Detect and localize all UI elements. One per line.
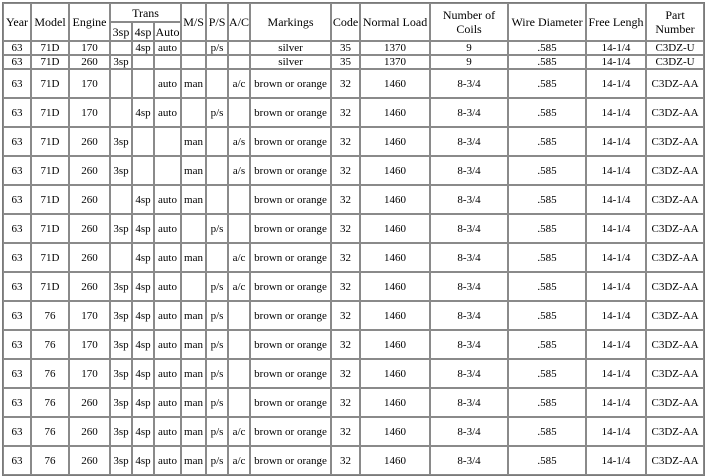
col-header-trans-auto: Auto: [154, 22, 181, 41]
trans-3sp-cell: 3sp: [110, 446, 132, 475]
trans-auto-cell: auto: [154, 185, 181, 214]
col-header-wire-diameter: Wire Diameter: [508, 3, 586, 41]
normal-load-cell: 1370: [360, 41, 430, 55]
ac-cell: [228, 41, 250, 55]
normal-load-cell: 1460: [360, 156, 430, 185]
part-number-cell: C3DZ-AA: [646, 185, 704, 214]
engine-cell: 170: [69, 359, 110, 388]
ps-cell: p/s: [206, 417, 228, 446]
trans-3sp-cell: [110, 243, 132, 272]
trans-auto-cell: auto: [154, 69, 181, 98]
engine-cell: 260: [69, 388, 110, 417]
model-cell: 76: [31, 446, 69, 475]
trans-4sp-cell: 4sp: [132, 359, 154, 388]
part-number-cell: C3DZ-AA: [646, 98, 704, 127]
ac-cell: a/c: [228, 417, 250, 446]
year-cell: 63: [3, 156, 31, 185]
engine-cell: 260: [69, 243, 110, 272]
model-cell: 71D: [31, 185, 69, 214]
coils-cell: 9: [430, 55, 508, 69]
ms-cell: [181, 214, 206, 243]
markings-cell: brown or orange: [250, 417, 331, 446]
trans-4sp-cell: 4sp: [132, 214, 154, 243]
trans-4sp-cell: 4sp: [132, 41, 154, 55]
trans-4sp-cell: 4sp: [132, 417, 154, 446]
table-header: [3, 3, 704, 41]
engine-cell: 170: [69, 330, 110, 359]
free-length-cell: 14-1/4: [586, 388, 646, 417]
trans-auto-cell: auto: [154, 388, 181, 417]
table-row: [3, 185, 704, 214]
table-row: [3, 359, 704, 388]
ps-cell: [206, 69, 228, 98]
part-number-cell: C3DZ-AA: [646, 359, 704, 388]
ps-cell: [206, 127, 228, 156]
table-row: [3, 127, 704, 156]
ps-cell: [206, 55, 228, 69]
trans-auto-cell: auto: [154, 98, 181, 127]
ac-cell: a/c: [228, 243, 250, 272]
model-cell: 71D: [31, 272, 69, 301]
model-cell: 71D: [31, 243, 69, 272]
free-length-cell: 14-1/4: [586, 272, 646, 301]
trans-3sp-cell: 3sp: [110, 272, 132, 301]
coils-cell: 8-3/4: [430, 127, 508, 156]
table-row: [3, 388, 704, 417]
wire-diameter-cell: .585: [508, 41, 586, 55]
markings-cell: brown or orange: [250, 446, 331, 475]
col-header-part-number: Part Number: [646, 3, 704, 41]
wire-diameter-cell: .585: [508, 388, 586, 417]
part-number-cell: C3DZ-AA: [646, 214, 704, 243]
table-row: [3, 69, 704, 98]
engine-cell: 170: [69, 41, 110, 55]
free-length-cell: 14-1/4: [586, 301, 646, 330]
col-header-free-length: Free Lengh: [586, 3, 646, 41]
col-header-ps: P/S: [206, 3, 228, 41]
coils-cell: 8-3/4: [430, 388, 508, 417]
trans-auto-cell: auto: [154, 41, 181, 55]
trans-4sp-cell: 4sp: [132, 243, 154, 272]
ms-cell: man: [181, 388, 206, 417]
markings-cell: silver: [250, 55, 331, 69]
markings-cell: brown or orange: [250, 359, 331, 388]
year-cell: 63: [3, 98, 31, 127]
coils-cell: 8-3/4: [430, 243, 508, 272]
ps-cell: p/s: [206, 446, 228, 475]
ms-cell: man: [181, 301, 206, 330]
trans-3sp-cell: 3sp: [110, 55, 132, 69]
coils-cell: 8-3/4: [430, 156, 508, 185]
col-header-trans-3sp: 3sp: [110, 22, 132, 41]
code-cell: 35: [331, 55, 360, 69]
col-header-ms: M/S: [181, 3, 206, 41]
part-number-cell: C3DZ-AA: [646, 272, 704, 301]
engine-cell: 260: [69, 127, 110, 156]
coils-cell: 8-3/4: [430, 301, 508, 330]
col-header-number-of-coils: Number of Coils: [430, 3, 508, 41]
ps-cell: p/s: [206, 359, 228, 388]
wire-diameter-cell: .585: [508, 69, 586, 98]
trans-3sp-cell: 3sp: [110, 330, 132, 359]
wire-diameter-cell: .585: [508, 127, 586, 156]
coils-cell: 8-3/4: [430, 359, 508, 388]
table-row: [3, 272, 704, 301]
trans-3sp-cell: [110, 98, 132, 127]
free-length-cell: 14-1/4: [586, 41, 646, 55]
ms-cell: [181, 98, 206, 127]
trans-auto-cell: [154, 156, 181, 185]
ms-cell: man: [181, 359, 206, 388]
normal-load-cell: 1460: [360, 98, 430, 127]
table-row: [3, 417, 704, 446]
wire-diameter-cell: .585: [508, 446, 586, 475]
markings-cell: brown or orange: [250, 388, 331, 417]
col-header-code: Code: [331, 3, 360, 41]
ps-cell: [206, 243, 228, 272]
free-length-cell: 14-1/4: [586, 214, 646, 243]
normal-load-cell: 1460: [360, 301, 430, 330]
trans-auto-cell: [154, 55, 181, 69]
col-header-trans-4sp: 4sp: [132, 22, 154, 41]
year-cell: 63: [3, 127, 31, 156]
markings-cell: brown or orange: [250, 272, 331, 301]
coils-cell: 9: [430, 41, 508, 55]
part-number-cell: C3DZ-AA: [646, 417, 704, 446]
trans-3sp-cell: 3sp: [110, 417, 132, 446]
free-length-cell: 14-1/4: [586, 98, 646, 127]
year-cell: 63: [3, 272, 31, 301]
ac-cell: [228, 388, 250, 417]
trans-3sp-cell: 3sp: [110, 214, 132, 243]
coils-cell: 8-3/4: [430, 446, 508, 475]
trans-4sp-cell: 4sp: [132, 301, 154, 330]
trans-4sp-cell: [132, 55, 154, 69]
wire-diameter-cell: .585: [508, 156, 586, 185]
markings-cell: brown or orange: [250, 156, 331, 185]
ps-cell: p/s: [206, 214, 228, 243]
ms-cell: [181, 272, 206, 301]
part-number-cell: C3DZ-AA: [646, 127, 704, 156]
free-length-cell: 14-1/4: [586, 69, 646, 98]
ms-cell: man: [181, 417, 206, 446]
markings-cell: brown or orange: [250, 185, 331, 214]
table-body: [3, 41, 704, 475]
year-cell: 63: [3, 41, 31, 55]
year-cell: 63: [3, 55, 31, 69]
engine-cell: 260: [69, 446, 110, 475]
ac-cell: [228, 330, 250, 359]
normal-load-cell: 1460: [360, 214, 430, 243]
trans-4sp-cell: 4sp: [132, 185, 154, 214]
normal-load-cell: 1460: [360, 185, 430, 214]
part-number-cell: C3DZ-AA: [646, 330, 704, 359]
normal-load-cell: 1460: [360, 417, 430, 446]
code-cell: 32: [331, 446, 360, 475]
code-cell: 32: [331, 417, 360, 446]
free-length-cell: 14-1/4: [586, 243, 646, 272]
trans-3sp-cell: [110, 41, 132, 55]
markings-cell: silver: [250, 41, 331, 55]
trans-auto-cell: auto: [154, 359, 181, 388]
year-cell: 63: [3, 417, 31, 446]
free-length-cell: 14-1/4: [586, 127, 646, 156]
wire-diameter-cell: .585: [508, 272, 586, 301]
trans-4sp-cell: [132, 127, 154, 156]
ac-cell: a/s: [228, 127, 250, 156]
free-length-cell: 14-1/4: [586, 55, 646, 69]
coils-cell: 8-3/4: [430, 69, 508, 98]
engine-cell: 170: [69, 301, 110, 330]
markings-cell: brown or orange: [250, 127, 331, 156]
ac-cell: [228, 359, 250, 388]
normal-load-cell: 1370: [360, 55, 430, 69]
ms-cell: man: [181, 243, 206, 272]
part-number-cell: C3DZ-AA: [646, 69, 704, 98]
engine-cell: 260: [69, 55, 110, 69]
part-number-cell: C3DZ-U: [646, 41, 704, 55]
coils-cell: 8-3/4: [430, 272, 508, 301]
ps-cell: [206, 156, 228, 185]
table-row: [3, 243, 704, 272]
coils-cell: 8-3/4: [430, 417, 508, 446]
wire-diameter-cell: .585: [508, 214, 586, 243]
code-cell: 32: [331, 156, 360, 185]
code-cell: 32: [331, 359, 360, 388]
trans-3sp-cell: 3sp: [110, 388, 132, 417]
free-length-cell: 14-1/4: [586, 446, 646, 475]
year-cell: 63: [3, 69, 31, 98]
col-header-normal-load: Normal Load: [360, 3, 430, 41]
normal-load-cell: 1460: [360, 388, 430, 417]
year-cell: 63: [3, 446, 31, 475]
part-number-cell: C3DZ-AA: [646, 301, 704, 330]
markings-cell: brown or orange: [250, 243, 331, 272]
engine-cell: 260: [69, 156, 110, 185]
code-cell: 35: [331, 41, 360, 55]
engine-cell: 170: [69, 98, 110, 127]
model-cell: 71D: [31, 41, 69, 55]
col-header-trans: Trans: [110, 3, 181, 22]
code-cell: 32: [331, 243, 360, 272]
part-number-cell: C3DZ-U: [646, 55, 704, 69]
year-cell: 63: [3, 185, 31, 214]
wire-diameter-cell: .585: [508, 417, 586, 446]
year-cell: 63: [3, 243, 31, 272]
ac-cell: [228, 185, 250, 214]
trans-4sp-cell: 4sp: [132, 446, 154, 475]
ac-cell: a/c: [228, 69, 250, 98]
free-length-cell: 14-1/4: [586, 417, 646, 446]
ps-cell: p/s: [206, 272, 228, 301]
code-cell: 32: [331, 272, 360, 301]
trans-auto-cell: auto: [154, 272, 181, 301]
ac-cell: [228, 98, 250, 127]
ms-cell: man: [181, 127, 206, 156]
trans-4sp-cell: 4sp: [132, 330, 154, 359]
year-cell: 63: [3, 330, 31, 359]
ac-cell: a/c: [228, 446, 250, 475]
model-cell: 76: [31, 359, 69, 388]
trans-3sp-cell: [110, 185, 132, 214]
engine-cell: 260: [69, 185, 110, 214]
code-cell: 32: [331, 330, 360, 359]
ac-cell: [228, 55, 250, 69]
normal-load-cell: 1460: [360, 69, 430, 98]
ms-cell: [181, 55, 206, 69]
ms-cell: man: [181, 330, 206, 359]
markings-cell: brown or orange: [250, 69, 331, 98]
col-header-model: Model: [31, 3, 69, 41]
normal-load-cell: 1460: [360, 330, 430, 359]
ac-cell: a/c: [228, 272, 250, 301]
ps-cell: p/s: [206, 41, 228, 55]
ps-cell: p/s: [206, 98, 228, 127]
free-length-cell: 14-1/4: [586, 359, 646, 388]
col-header-engine: Engine: [69, 3, 110, 41]
ps-cell: p/s: [206, 301, 228, 330]
table-row: [3, 330, 704, 359]
trans-auto-cell: auto: [154, 214, 181, 243]
normal-load-cell: 1460: [360, 359, 430, 388]
code-cell: 32: [331, 214, 360, 243]
trans-auto-cell: auto: [154, 446, 181, 475]
spring-spec-table: [2, 2, 705, 476]
free-length-cell: 14-1/4: [586, 185, 646, 214]
year-cell: 63: [3, 388, 31, 417]
ps-cell: [206, 185, 228, 214]
ps-cell: p/s: [206, 388, 228, 417]
ac-cell: [228, 214, 250, 243]
engine-cell: 260: [69, 272, 110, 301]
wire-diameter-cell: .585: [508, 330, 586, 359]
ms-cell: man: [181, 69, 206, 98]
ac-cell: a/s: [228, 156, 250, 185]
wire-diameter-cell: .585: [508, 301, 586, 330]
trans-4sp-cell: 4sp: [132, 388, 154, 417]
wire-diameter-cell: .585: [508, 55, 586, 69]
part-number-cell: C3DZ-AA: [646, 156, 704, 185]
markings-cell: brown or orange: [250, 214, 331, 243]
part-number-cell: C3DZ-AA: [646, 388, 704, 417]
trans-3sp-cell: 3sp: [110, 127, 132, 156]
table-row: [3, 156, 704, 185]
model-cell: 76: [31, 301, 69, 330]
wire-diameter-cell: .585: [508, 98, 586, 127]
table-row: [3, 446, 704, 475]
coils-cell: 8-3/4: [430, 185, 508, 214]
code-cell: 32: [331, 98, 360, 127]
part-number-cell: C3DZ-AA: [646, 446, 704, 475]
trans-auto-cell: auto: [154, 301, 181, 330]
model-cell: 71D: [31, 156, 69, 185]
trans-auto-cell: auto: [154, 330, 181, 359]
free-length-cell: 14-1/4: [586, 156, 646, 185]
table-row: [3, 214, 704, 243]
code-cell: 32: [331, 69, 360, 98]
free-length-cell: 14-1/4: [586, 330, 646, 359]
trans-3sp-cell: [110, 69, 132, 98]
table-row: [3, 98, 704, 127]
engine-cell: 260: [69, 214, 110, 243]
model-cell: 71D: [31, 127, 69, 156]
engine-cell: 170: [69, 69, 110, 98]
col-header-year: Year: [3, 3, 31, 41]
markings-cell: brown or orange: [250, 301, 331, 330]
normal-load-cell: 1460: [360, 127, 430, 156]
markings-cell: brown or orange: [250, 98, 331, 127]
trans-auto-cell: auto: [154, 243, 181, 272]
ms-cell: man: [181, 185, 206, 214]
trans-3sp-cell: 3sp: [110, 359, 132, 388]
trans-4sp-cell: [132, 69, 154, 98]
trans-3sp-cell: 3sp: [110, 301, 132, 330]
trans-4sp-cell: [132, 156, 154, 185]
table-row: [3, 41, 704, 55]
model-cell: 76: [31, 388, 69, 417]
table-row: [3, 55, 704, 69]
code-cell: 32: [331, 185, 360, 214]
trans-4sp-cell: 4sp: [132, 98, 154, 127]
part-number-cell: C3DZ-AA: [646, 243, 704, 272]
coils-cell: 8-3/4: [430, 330, 508, 359]
ms-cell: man: [181, 446, 206, 475]
normal-load-cell: 1460: [360, 272, 430, 301]
ps-cell: p/s: [206, 330, 228, 359]
model-cell: 76: [31, 417, 69, 446]
ms-cell: man: [181, 156, 206, 185]
model-cell: 76: [31, 330, 69, 359]
wire-diameter-cell: .585: [508, 243, 586, 272]
normal-load-cell: 1460: [360, 446, 430, 475]
code-cell: 32: [331, 388, 360, 417]
wire-diameter-cell: .585: [508, 185, 586, 214]
ms-cell: [181, 41, 206, 55]
trans-3sp-cell: 3sp: [110, 156, 132, 185]
code-cell: 32: [331, 301, 360, 330]
col-header-ac: A/C: [228, 3, 250, 41]
coils-cell: 8-3/4: [430, 98, 508, 127]
coils-cell: 8-3/4: [430, 214, 508, 243]
code-cell: 32: [331, 127, 360, 156]
year-cell: 63: [3, 359, 31, 388]
year-cell: 63: [3, 214, 31, 243]
ac-cell: [228, 301, 250, 330]
model-cell: 71D: [31, 98, 69, 127]
model-cell: 71D: [31, 69, 69, 98]
year-cell: 63: [3, 301, 31, 330]
trans-auto-cell: [154, 127, 181, 156]
normal-load-cell: 1460: [360, 243, 430, 272]
model-cell: 71D: [31, 55, 69, 69]
trans-4sp-cell: 4sp: [132, 272, 154, 301]
engine-cell: 260: [69, 417, 110, 446]
markings-cell: brown or orange: [250, 330, 331, 359]
wire-diameter-cell: .585: [508, 359, 586, 388]
model-cell: 71D: [31, 214, 69, 243]
trans-auto-cell: auto: [154, 417, 181, 446]
table-row: [3, 301, 704, 330]
col-header-markings: Markings: [250, 3, 331, 41]
